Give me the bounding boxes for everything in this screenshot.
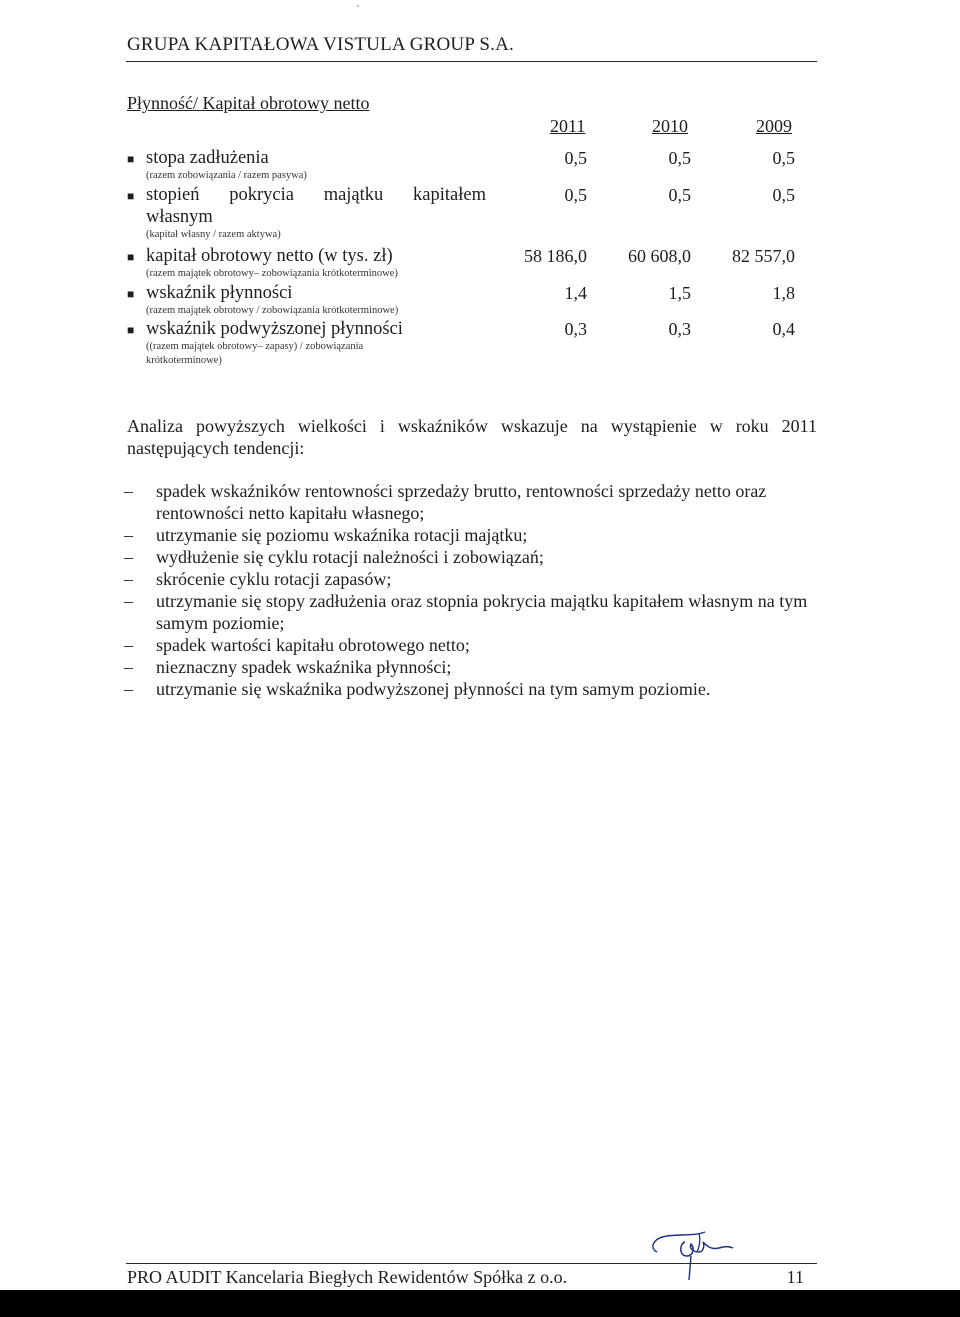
- indicator-value-2009: 82 557,0: [732, 246, 795, 266]
- indicator-name-debt-ratio: stopa zadłużenia: [146, 148, 269, 168]
- dash-marker: –: [124, 679, 133, 699]
- bullet-icon: ■: [127, 250, 135, 264]
- indicator-formula-liquidity-ratio: (razem majątek obrotowy / zobowiązania krótkoterminowe): [146, 305, 399, 316]
- trend-text: nieznaczny spadek wskaźnika płynności;: [156, 657, 452, 677]
- year-header-2011: 2011: [550, 116, 586, 136]
- header-rule: [126, 61, 817, 62]
- year-header-2009: 2009: [756, 116, 792, 136]
- indicator-name-liquidity-ratio: wskaźnik płynności: [146, 283, 293, 303]
- indicator-value-2010: 1,5: [668, 283, 691, 303]
- list-item: [124, 678, 818, 700]
- indicator-name-equity-coverage-cont: własnym: [146, 207, 213, 227]
- indicator-name-working-capital: kapitał obrotowy netto (w tys. zł): [146, 246, 393, 266]
- indicator-value-2010: 0,5: [668, 185, 691, 205]
- indicator-formula-debt-ratio: (razem zobowiązania / razem pasywa): [146, 170, 307, 181]
- indicator-value-2009: 0,5: [772, 148, 795, 168]
- trend-text: skrócenie cyklu rotacji zapasów;: [156, 569, 392, 589]
- year-header-2010: 2010: [652, 116, 688, 136]
- list-item: [124, 546, 818, 568]
- indicator-value-2010: 60 608,0: [628, 246, 691, 266]
- indicator-value-2009: 0,4: [772, 319, 795, 339]
- header-title: GRUPA KAPITAŁOWA VISTULA GROUP S.A.: [127, 34, 514, 55]
- trend-text: spadek wartości kapitału obrotowego netto;: [156, 635, 470, 655]
- page-number: 11: [786, 1267, 804, 1287]
- list-item: [124, 568, 818, 590]
- indicator-value-2011: 0,5: [564, 185, 587, 205]
- scan-border: [0, 1290, 960, 1317]
- bullet-icon: ■: [127, 152, 135, 166]
- dash-marker: –: [124, 591, 133, 611]
- indicator-value-2010: 0,3: [668, 319, 691, 339]
- trend-text: utrzymanie się stopy zadłużenia oraz stopnia pokrycia majątku kapitałem własnym na tym samym poziomie;: [156, 591, 808, 633]
- bullet-icon: ■: [127, 189, 135, 203]
- trend-text: spadek wskaźników rentowności sprzedaży brutto, rentowności sprzedaży netto oraz rentowności netto kapitału własnego;: [156, 481, 767, 523]
- indicator-formula-equity-coverage: (kapitał własny / razem aktywa): [146, 229, 281, 240]
- indicator-name-equity-coverage: stopień pokrycia majątku kapitałem: [146, 185, 486, 205]
- list-item: [124, 524, 818, 546]
- scan-speck: [357, 5, 359, 7]
- indicator-value-2011: 58 186,0: [524, 246, 587, 266]
- trend-text: utrzymanie się poziomu wskaźnika rotacji majątku;: [156, 525, 528, 545]
- dash-marker: –: [124, 525, 133, 545]
- analysis-intro: Analiza powyższych wielkości i wskaźników wskazuje na wystąpienie w roku 2011 następujących tendencji:: [127, 416, 817, 458]
- dash-marker: –: [124, 657, 133, 677]
- indicator-formula-quick-ratio-cont: krótkoterminowe): [146, 355, 222, 366]
- trend-text: wydłużenie się cyklu rotacji należności i zobowiązań;: [156, 547, 544, 567]
- list-item: [124, 656, 818, 678]
- trend-list: [124, 480, 818, 700]
- trend-text: utrzymanie się wskaźnika podwyższonej płynności na tym samym poziomie.: [156, 679, 711, 699]
- list-item: [124, 590, 818, 634]
- bullet-icon: ■: [127, 287, 135, 301]
- indicator-value-2011: 0,5: [564, 148, 587, 168]
- indicator-value-2010: 0,5: [668, 148, 691, 168]
- section-title: Płynność/ Kapitał obrotowy netto: [127, 93, 370, 113]
- footer-company: PRO AUDIT Kancelaria Biegłych Rewidentów Spółka z o.o.: [127, 1267, 568, 1287]
- bullet-icon: ■: [127, 323, 135, 337]
- indicator-formula-working-capital: (razem majątek obrotowy– zobowiązania krótkoterminowe): [146, 268, 398, 279]
- indicator-value-2009: 1,8: [772, 283, 795, 303]
- indicator-formula-quick-ratio: ((razem majątek obrotowy– zapasy) / zobowiązania: [146, 341, 364, 352]
- dash-marker: –: [124, 569, 133, 589]
- footer-rule: [126, 1263, 817, 1264]
- indicator-value-2011: 1,4: [564, 283, 587, 303]
- indicator-value-2011: 0,3: [564, 319, 587, 339]
- indicator-name-quick-ratio: wskaźnik podwyższonej płynności: [146, 319, 403, 339]
- dash-marker: –: [124, 547, 133, 567]
- dash-marker: –: [124, 481, 133, 501]
- list-item: [124, 480, 818, 524]
- list-item: [124, 634, 818, 656]
- indicator-value-2009: 0,5: [772, 185, 795, 205]
- dash-marker: –: [124, 635, 133, 655]
- signature-icon: [645, 1222, 735, 1282]
